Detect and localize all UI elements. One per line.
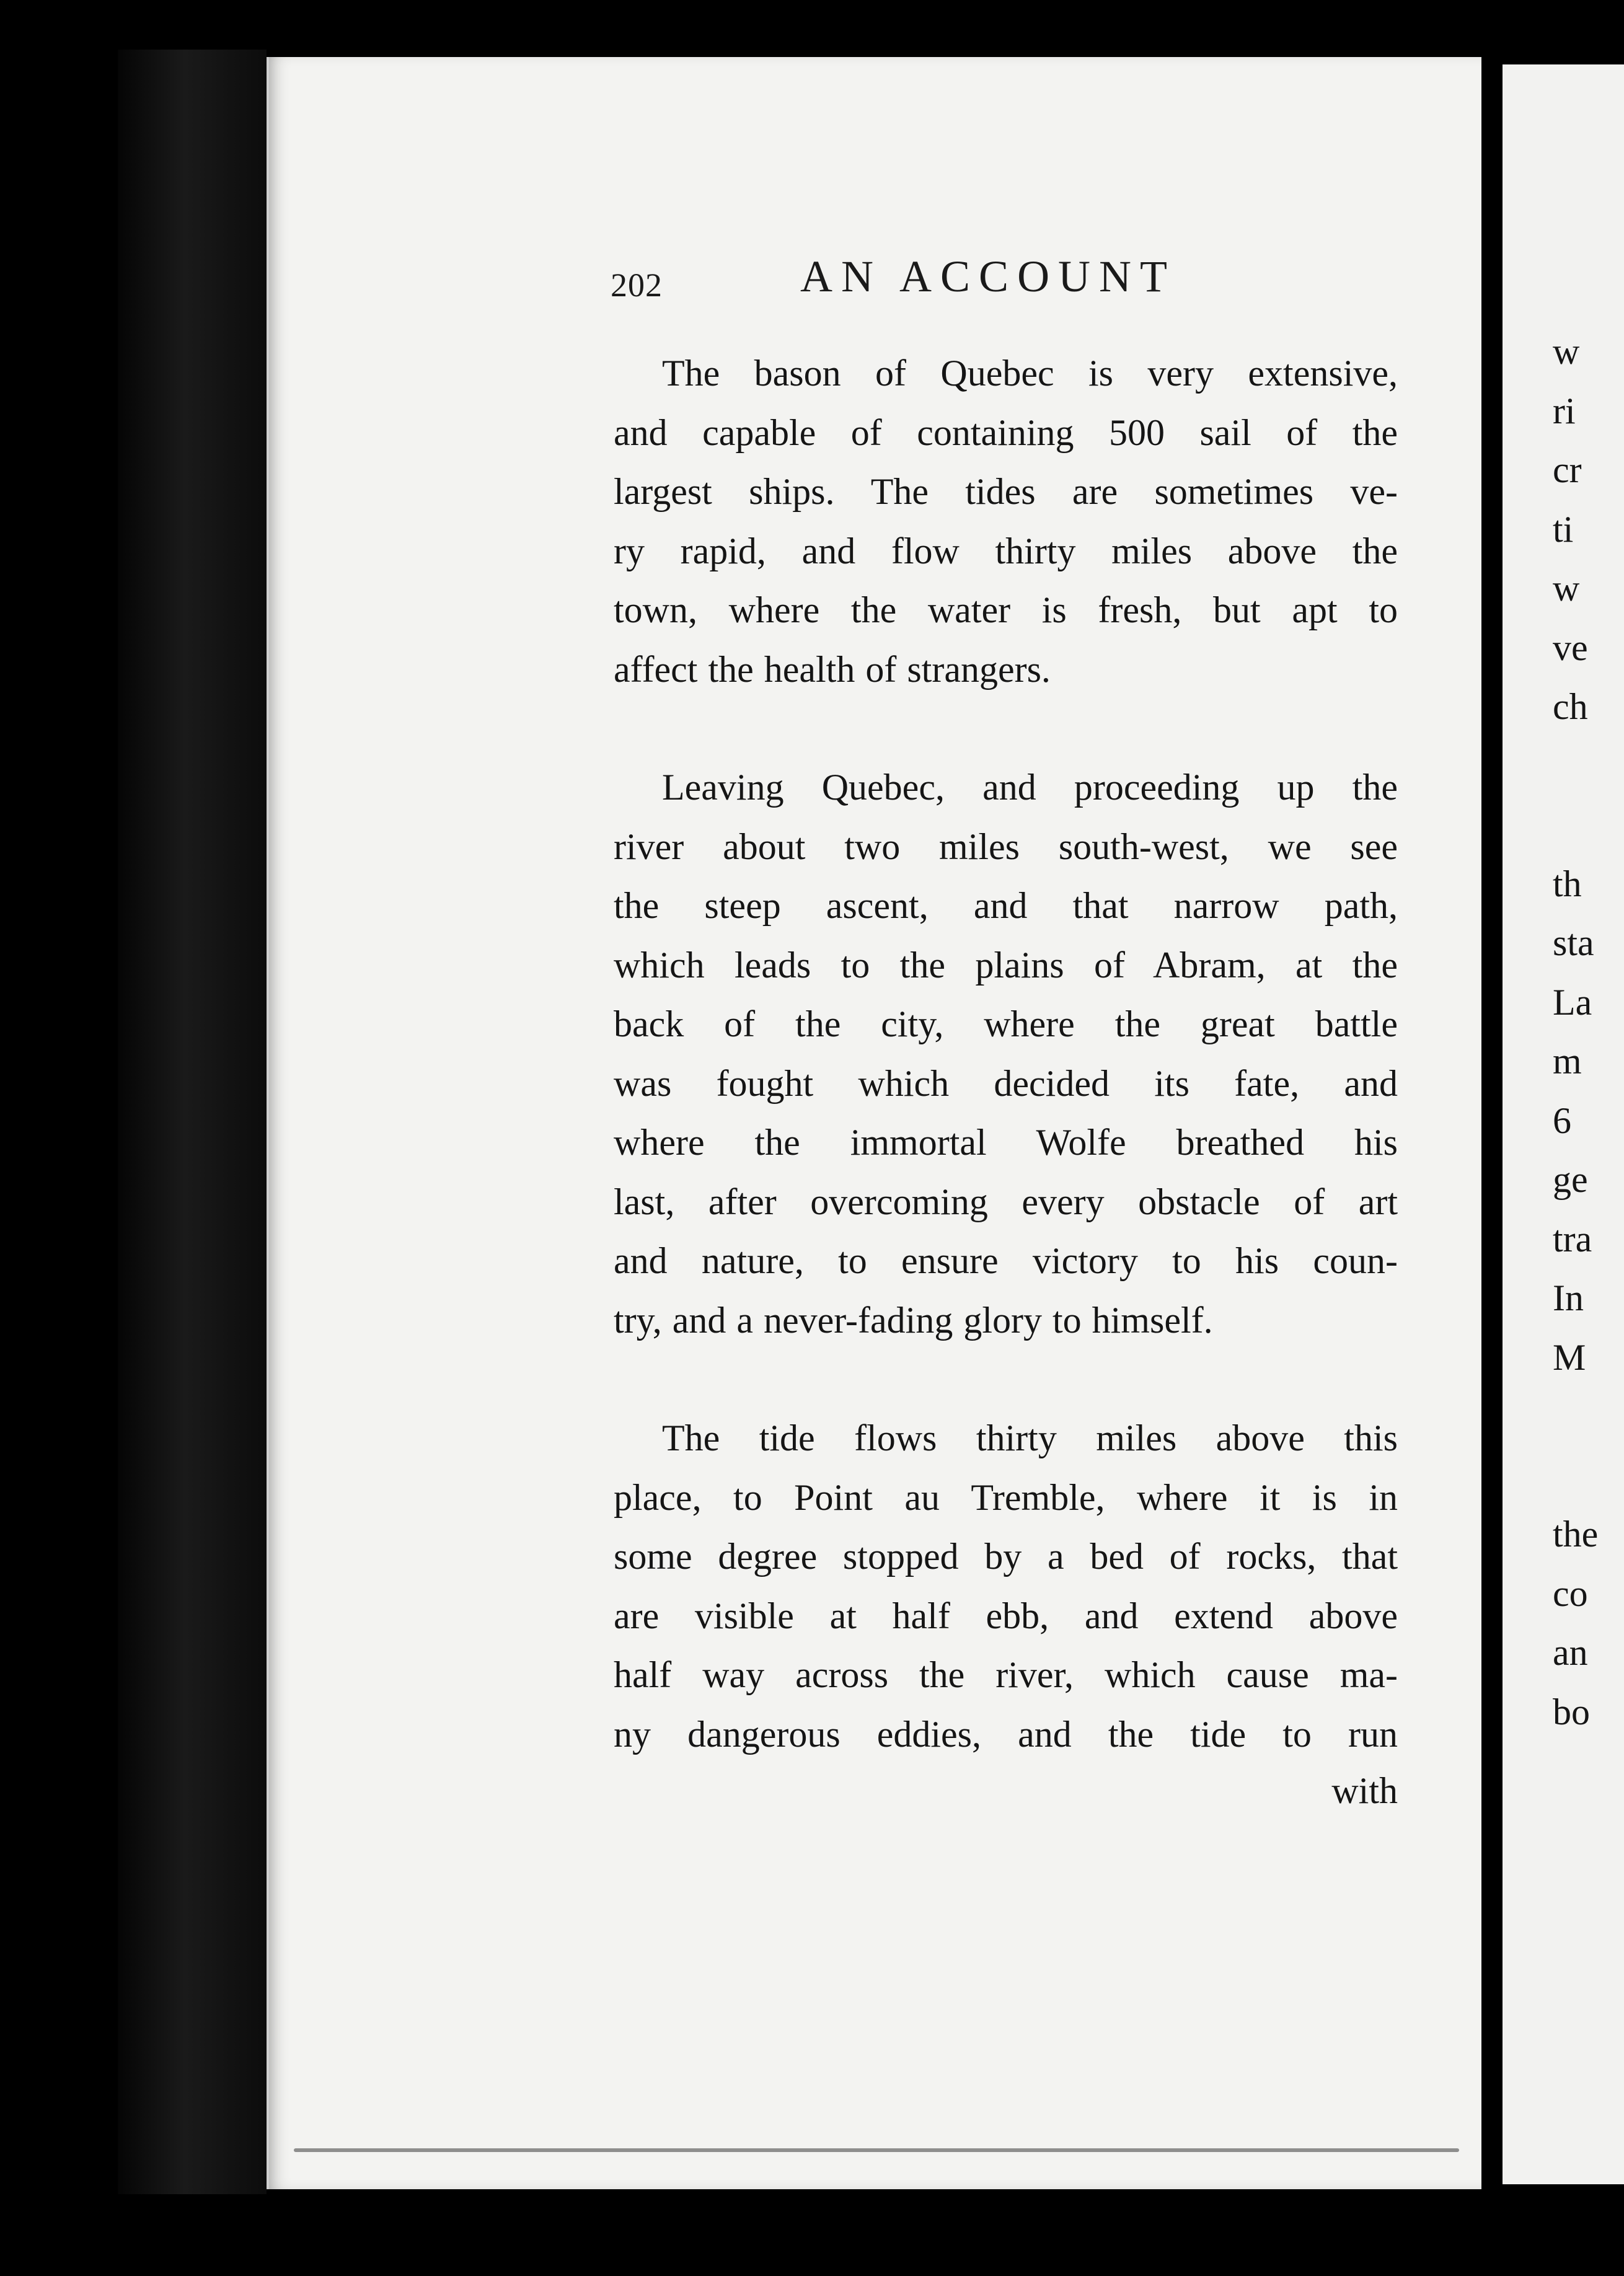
text-line: The bason of Quebec is very extensive, <box>662 353 1398 394</box>
fragment: 6 <box>1553 1100 1571 1141</box>
book-spine <box>118 50 267 2194</box>
text-line: back of the city, where the great battle <box>614 1003 1398 1044</box>
fragment: cr <box>1553 449 1582 490</box>
fragment: w <box>1553 331 1580 372</box>
fragment: an <box>1553 1632 1588 1673</box>
running-head <box>611 251 1230 307</box>
page-gutter <box>1481 37 1503 2225</box>
catchword: with <box>1331 1770 1398 1811</box>
text-line: try, and a never-fading glory to himself. <box>614 1299 1213 1341</box>
paragraph-1 <box>614 344 1398 699</box>
fragment: th <box>1553 863 1582 904</box>
text-line: the steep ascent, and that narrow path, <box>614 885 1398 926</box>
fragment: In <box>1553 1277 1584 1318</box>
text-line: half way across the river, which cause ma- <box>614 1654 1398 1695</box>
text-line: last, after overcoming every obstacle of art <box>614 1181 1398 1222</box>
fragment: ti <box>1553 508 1574 550</box>
page-bottom-edge <box>294 2148 1459 2152</box>
fragment: ve <box>1553 627 1588 668</box>
paragraph-3 <box>614 1409 1398 1764</box>
text-line: town, where the water is fresh, but apt to <box>614 589 1398 630</box>
text-line: ry rapid, and flow thirty miles above the <box>614 530 1398 571</box>
fragment: sta <box>1553 922 1594 963</box>
text-line: where the immortal Wolfe breathed his <box>614 1122 1398 1163</box>
running-head-title: AN ACCOUNT <box>800 252 1176 301</box>
text-line: river about two miles south-west, we see <box>614 826 1398 867</box>
text-line: Leaving Quebec, and proceeding up the <box>662 767 1398 808</box>
text-line: and nature, to ensure victory to his coun- <box>614 1240 1398 1281</box>
text-line: some degree stopped by a bed of rocks, that <box>614 1536 1398 1577</box>
fragment: the <box>1553 1514 1599 1555</box>
fragment: co <box>1553 1572 1588 1614</box>
text-line: place, to Point au Tremble, where it is in <box>614 1476 1398 1518</box>
paragraph-2 <box>614 758 1398 1350</box>
text-line: largest ships. The tides are sometimes ve- <box>614 471 1398 512</box>
text-line: The tide flows thirty miles above this <box>662 1418 1398 1458</box>
text-line: and capable of containing 500 sail of the <box>614 412 1398 453</box>
fragment: tra <box>1553 1218 1592 1259</box>
fragment: m <box>1553 1041 1582 1082</box>
text-line: are visible at half ebb, and extend above <box>614 1595 1398 1636</box>
fragment: ri <box>1553 390 1576 431</box>
text-line: which leads to the plains of Abram, at the <box>614 944 1398 986</box>
text-line: ny dangerous eddies, and the tide to run <box>614 1713 1398 1755</box>
fragment: ch <box>1553 686 1588 727</box>
fragment: M <box>1553 1336 1586 1378</box>
fragment: w <box>1553 568 1580 609</box>
fragment: bo <box>1553 1691 1590 1732</box>
fragment: ge <box>1553 1159 1588 1200</box>
body-text <box>614 344 1398 1764</box>
page-number: 202 <box>611 267 663 304</box>
facing-page-text <box>1553 322 1621 1742</box>
text-line: was fought which decided its fate, and <box>614 1062 1398 1104</box>
fragment: La <box>1553 981 1592 1023</box>
text-line: affect the health of strangers. <box>614 648 1051 690</box>
